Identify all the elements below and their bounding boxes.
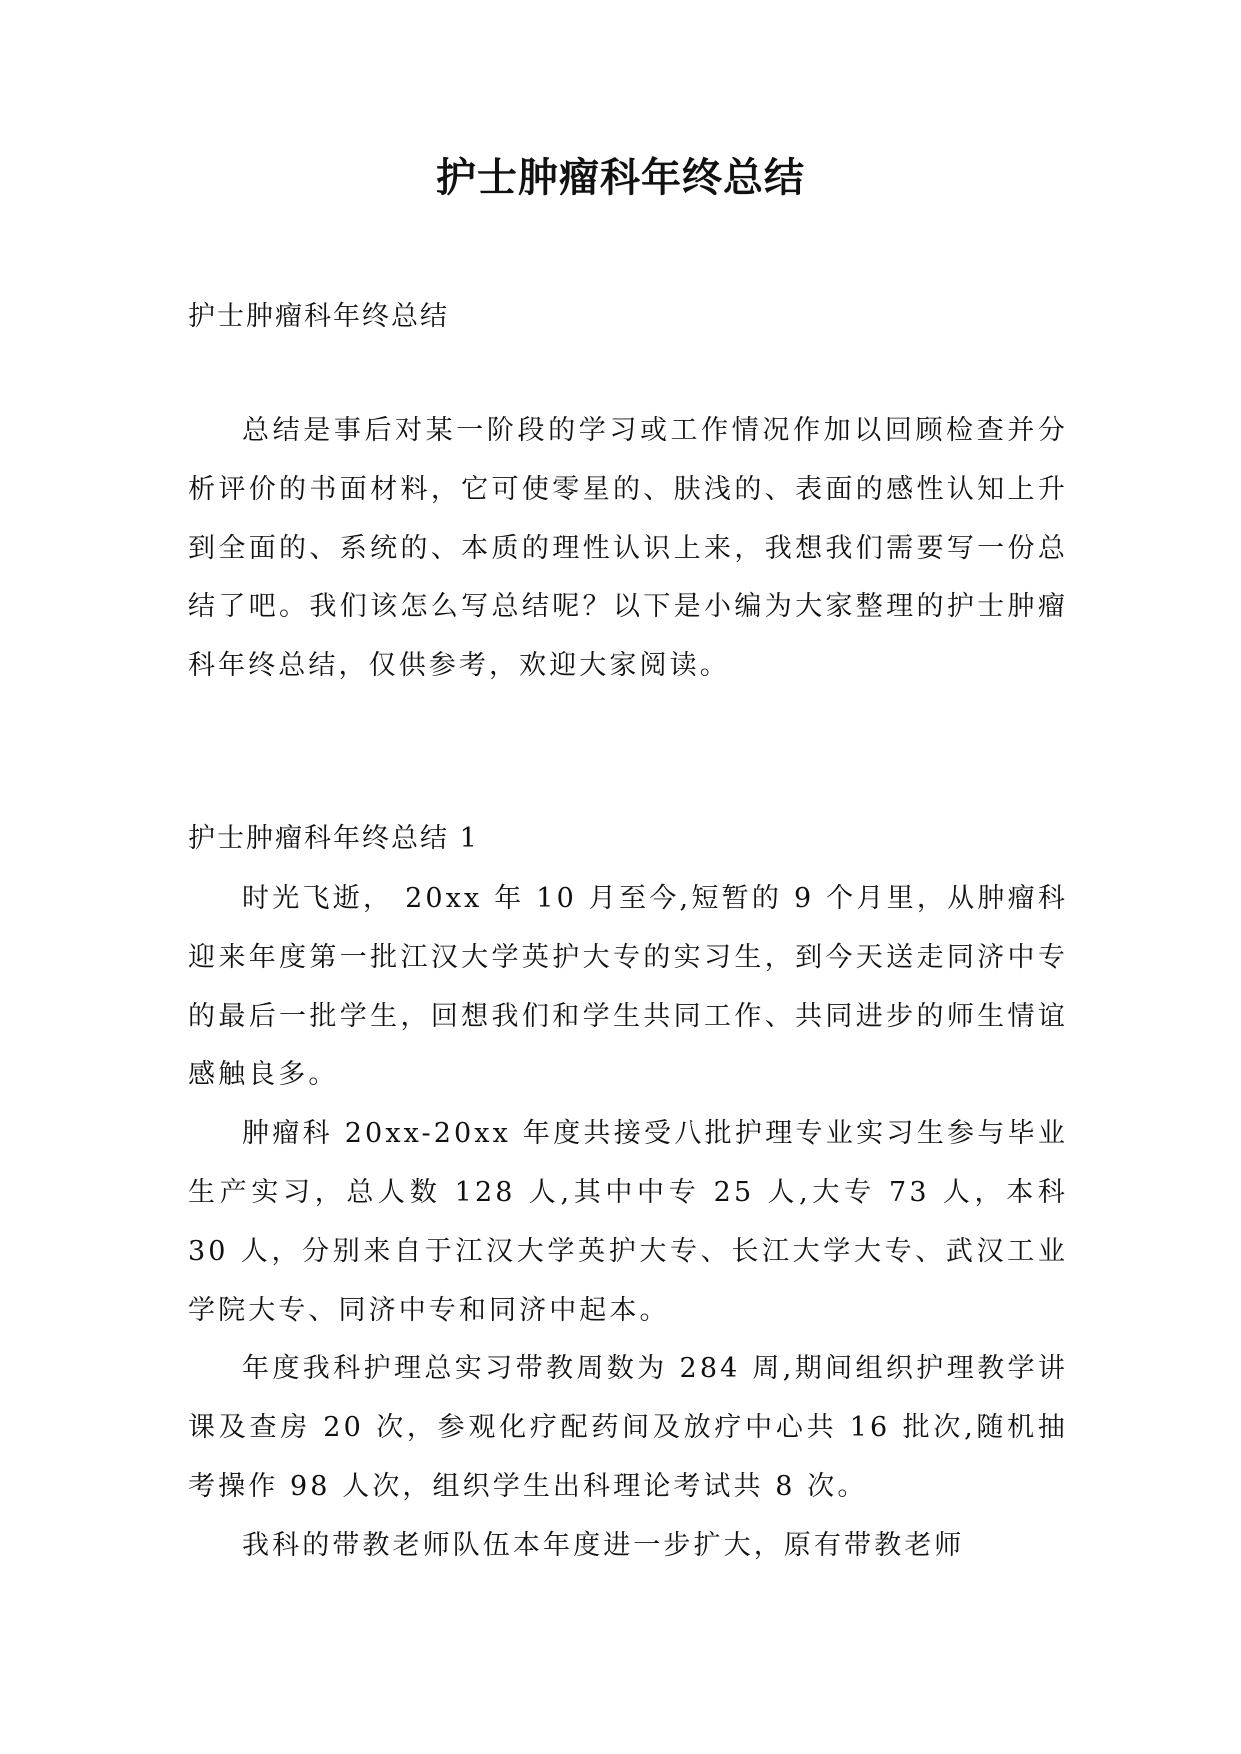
body-paragraph-3: 年度我科护理总实习带教周数为 284 周,期间组织护理教学讲课及查房 20 次，参观化疗配药间及放疗中心共 16 批次,随机抽考操作 98 人次，组织学生出科理论考试共 8 次。 bbox=[188, 1353, 1068, 1502]
body-paragraph-4: 我科的带教老师队伍本年度进一步扩大，原有带教老师 bbox=[242, 1529, 965, 1561]
intro-section bbox=[188, 402, 1068, 696]
section-heading: 护士肿瘤科年终总结 1 bbox=[188, 823, 479, 854]
document-subtitle: 护士肿瘤科年终总结 bbox=[188, 301, 449, 332]
body-paragraph-1: 时光飞逝， 20xx 年 10 月至今,短暂的 9 个月里，从肿瘤科迎来年度第一批江汉大学英护大专的实习生，到今天送走同济中专的最后一批学生，回想我们和学生共同工作、共同进步的师生情谊感触良多。 bbox=[188, 883, 1068, 1091]
section-body bbox=[188, 870, 1068, 1576]
document-title: 护士肿瘤科年终总结 bbox=[436, 155, 805, 201]
intro-paragraph: 总结是事后对某一阶段的学习或工作情况作加以回顾检查并分析评价的书面材料，它可使零星的、肤浅的、表面的感性认知上升到全面的、系统的、本质的理性认识上来，我想我们需要写一份总结了吧。我们该怎么写总结呢？以下是小编为大家整理的护士肿瘤科年终总结，仅供参考，欢迎大家阅读。 bbox=[188, 415, 1068, 682]
body-paragraph-2: 肿瘤科 20xx-20xx 年度共接受八批护理专业实习生参与毕业生产实习，总人数 128 人,其中中专 25 人,大专 73 人，本科 30 人，分别来自于江汉大学英护大专、长江大学大专、武汉工业学院大专、同济中专和同济中起本。 bbox=[188, 1118, 1068, 1326]
